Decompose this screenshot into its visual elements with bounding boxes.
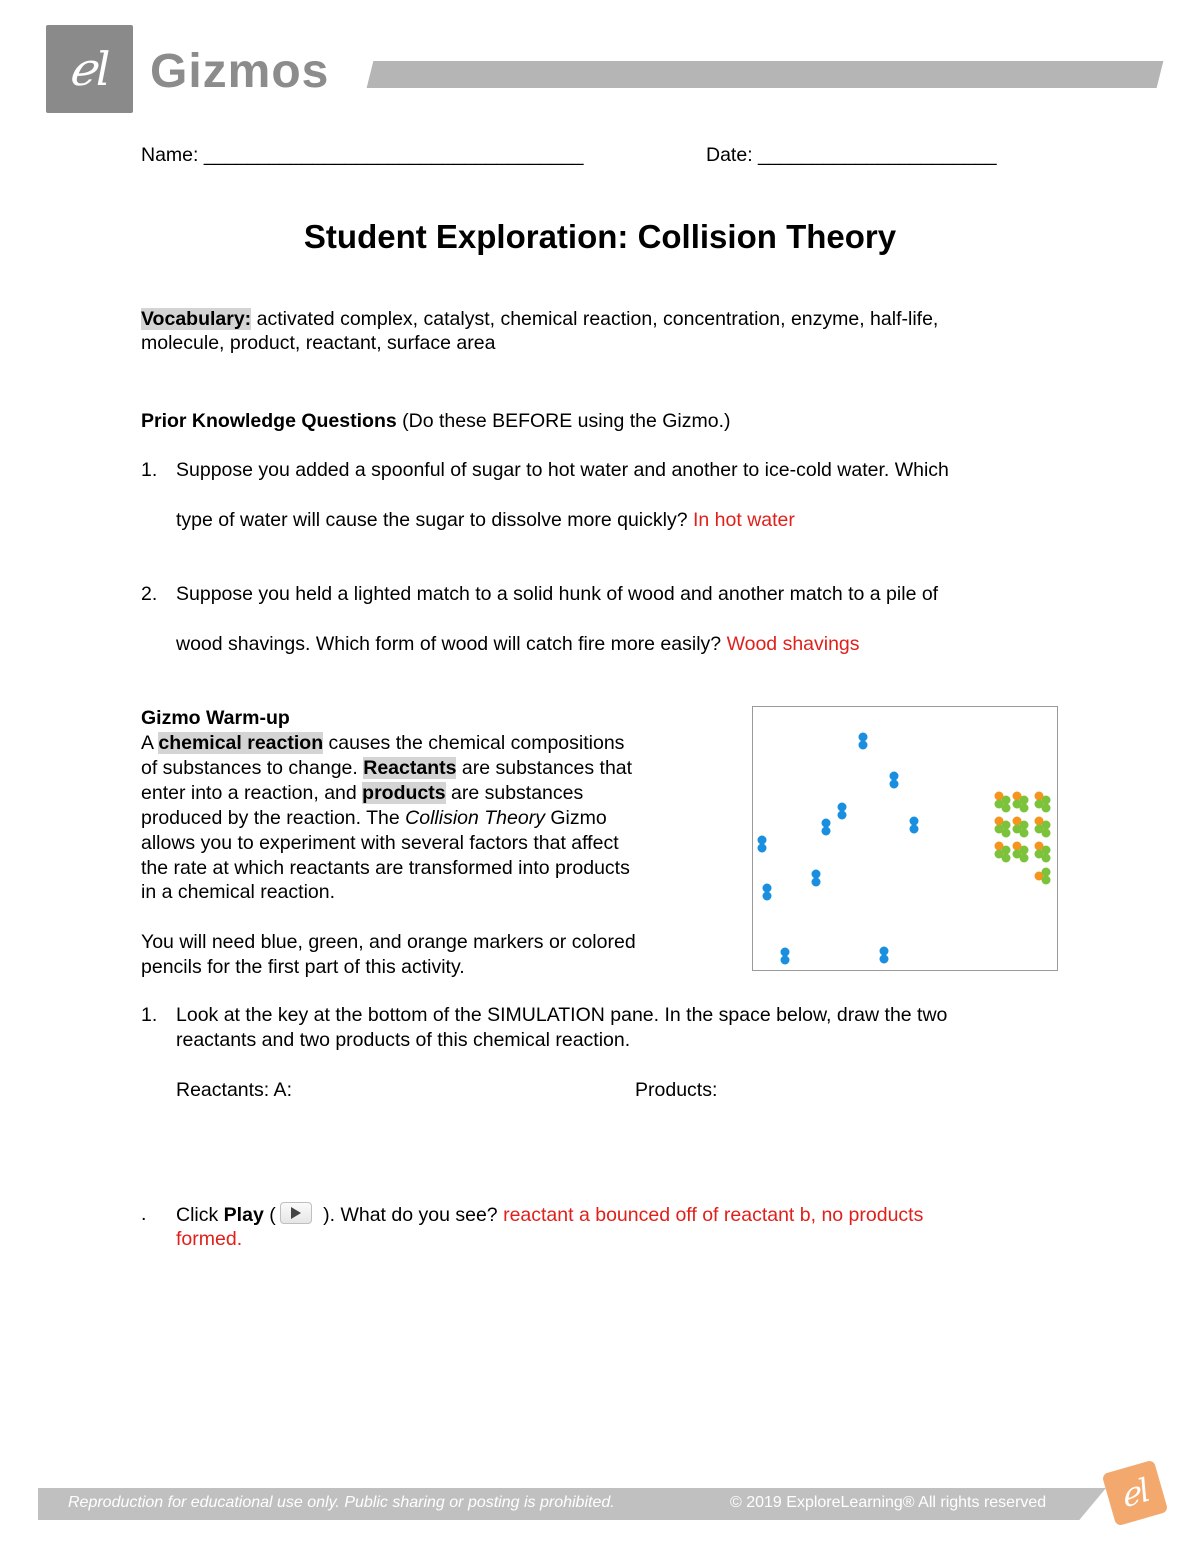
activity-2-line-1 <box>176 1202 923 1228</box>
date-blank: ______________________ <box>758 144 997 166</box>
warmup-text: enter into a reaction, and <box>141 782 363 804</box>
reactant-a-molecule <box>763 884 772 893</box>
footer-notice: Reproduction for educational use only. Public sharing or posting is prohibited. <box>68 1494 615 1511</box>
reactants-label: Reactants: A: <box>176 1079 292 1101</box>
reactant-a-molecule <box>763 892 772 901</box>
question-2-line-2 <box>176 632 860 657</box>
vocabulary-terms-1: activated complex, catalyst, chemical reaction, concentration, enzyme, half-life, <box>251 308 939 330</box>
vocabulary-line-1 <box>141 307 938 332</box>
activity-2-answer-2: formed. <box>176 1228 243 1250</box>
question-1-line-2 <box>176 508 795 533</box>
reactant-a-molecule <box>758 844 767 853</box>
warmup-text: are substances that <box>456 757 633 779</box>
markers-line-2: pencils for the first part of this activity. <box>141 956 465 978</box>
reactant-a-molecule <box>910 825 919 834</box>
question-2-line-1: Suppose you held a lighted match to a solid hunk of wood and another match to a pile of <box>176 583 939 605</box>
warmup-line-2 <box>141 756 632 781</box>
activity-2-number: . <box>141 1203 147 1225</box>
reactant-a-molecule <box>758 836 767 845</box>
products-label: Products: <box>635 1079 718 1101</box>
prior-knowledge-title: Prior Knowledge Questions <box>141 410 397 432</box>
question-2-text: wood shavings. Which form of wood will catch fire more easily? <box>176 633 722 655</box>
reactant-b-green-atom <box>995 800 1004 809</box>
reactant-a-molecule <box>838 803 847 812</box>
footer-copyright: © 2019 ExploreLearning® All rights reserved <box>730 1494 1047 1511</box>
gizmos-logo <box>46 25 133 113</box>
reactant-a-molecule <box>822 819 831 828</box>
markers-line-1: You will need blue, green, and orange markers or colored <box>141 931 636 953</box>
prior-knowledge-heading <box>141 409 731 434</box>
activity-1-line-1: Look at the key at the bottom of the SIMULATION pane. In the space below, draw the two <box>176 1004 948 1026</box>
play-label: Play <box>223 1204 264 1226</box>
el-logo-icon: ℯl <box>68 42 111 96</box>
warmup-text: Gizmo <box>544 807 607 829</box>
reactant-b-green-atom <box>1013 800 1022 809</box>
name-blank: ___________________________________ <box>203 144 584 166</box>
name-line <box>141 143 583 168</box>
reactant-a-molecule <box>859 733 868 742</box>
reactant-a-molecule <box>781 948 790 957</box>
vocabulary-terms-2: molecule, product, reactant, surface area <box>141 332 496 354</box>
simulation-screenshot <box>752 706 1058 971</box>
el-footer-logo-icon: ℯl <box>1102 1460 1169 1527</box>
reactant-a-molecule <box>812 870 821 879</box>
reactant-a-molecule <box>880 947 889 956</box>
question-1-answer: In hot water <box>693 509 795 531</box>
activity-text: Click <box>176 1204 224 1226</box>
reactant-b-green-atom <box>995 825 1004 834</box>
warmup-text: are substances <box>445 782 584 804</box>
activity-text: ( <box>263 1204 276 1226</box>
brand-name: Gizmos <box>150 45 330 98</box>
reactant-a-molecule <box>838 811 847 820</box>
question-1-text: type of water will cause the sugar to dissolve more quickly? <box>176 509 688 531</box>
warmup-text: A <box>141 732 159 754</box>
reactant-a-molecule <box>880 955 889 964</box>
question-2-answer: Wood shavings <box>726 633 860 655</box>
reactant-a-molecule <box>859 741 868 750</box>
reactant-b-green-atom <box>1035 850 1044 859</box>
warmup-line-6: the rate at which reactants are transformed into products <box>141 857 630 879</box>
reactant-a-molecule <box>812 878 821 887</box>
gizmo-name: Collision Theory <box>405 807 545 829</box>
header-bar <box>367 61 1164 88</box>
reactant-a-molecule <box>822 827 831 836</box>
reactant-a-molecule <box>781 956 790 965</box>
warmup-text: produced by the reaction. The <box>141 807 406 829</box>
warmup-text: of substances to change. <box>141 757 364 779</box>
term-products: products <box>362 782 446 804</box>
reactant-b-green-atom <box>1035 800 1044 809</box>
reactant-a-molecule <box>890 772 899 781</box>
reactant-b-green-atom <box>995 850 1004 859</box>
reactant-b-green-atom <box>1035 825 1044 834</box>
warmup-heading: Gizmo Warm-up <box>141 707 290 729</box>
play-button-icon <box>280 1202 312 1224</box>
date-label: Date: <box>706 144 753 166</box>
reactant-a-molecule <box>890 780 899 789</box>
term-chemical-reaction: chemical reaction <box>158 732 324 754</box>
reactant-b-green-atom <box>1013 850 1022 859</box>
warmup-line-5: allows you to experiment with several factors that affect <box>141 832 619 854</box>
warmup-line-4 <box>141 806 607 831</box>
activity-1-number: 1. <box>141 1004 158 1026</box>
prior-knowledge-note: (Do these BEFORE using the Gizmo.) <box>396 410 731 432</box>
vocabulary-label: Vocabulary: <box>141 308 252 330</box>
activity-text: ). What do you see? <box>317 1204 498 1226</box>
term-reactants: Reactants <box>363 757 457 779</box>
question-1-number: 1. <box>141 459 158 481</box>
activity-2-answer-1: reactant a bounced off of reactant b, no products <box>503 1204 924 1226</box>
name-label: Name: <box>141 144 199 166</box>
warmup-line-3 <box>141 781 583 806</box>
activity-1-line-2: reactants and two products of this chemical reaction. <box>176 1029 631 1051</box>
simulation-molecules <box>753 707 1057 970</box>
question-2-number: 2. <box>141 583 158 605</box>
reactant-b-green-atom <box>1042 876 1051 885</box>
date-line <box>706 143 997 168</box>
reactant-a-molecule <box>910 817 919 826</box>
warmup-line-7: in a chemical reaction. <box>141 881 336 903</box>
page-title: Student Exploration: Collision Theory <box>303 218 897 255</box>
reactant-b-green-atom <box>1042 868 1051 877</box>
warmup-text: causes the chemical compositions <box>323 732 625 754</box>
question-1-line-1: Suppose you added a spoonful of sugar to hot water and another to ice-cold water. Which <box>176 459 949 481</box>
warmup-line-1 <box>141 731 624 756</box>
reactant-b-green-atom <box>1013 825 1022 834</box>
